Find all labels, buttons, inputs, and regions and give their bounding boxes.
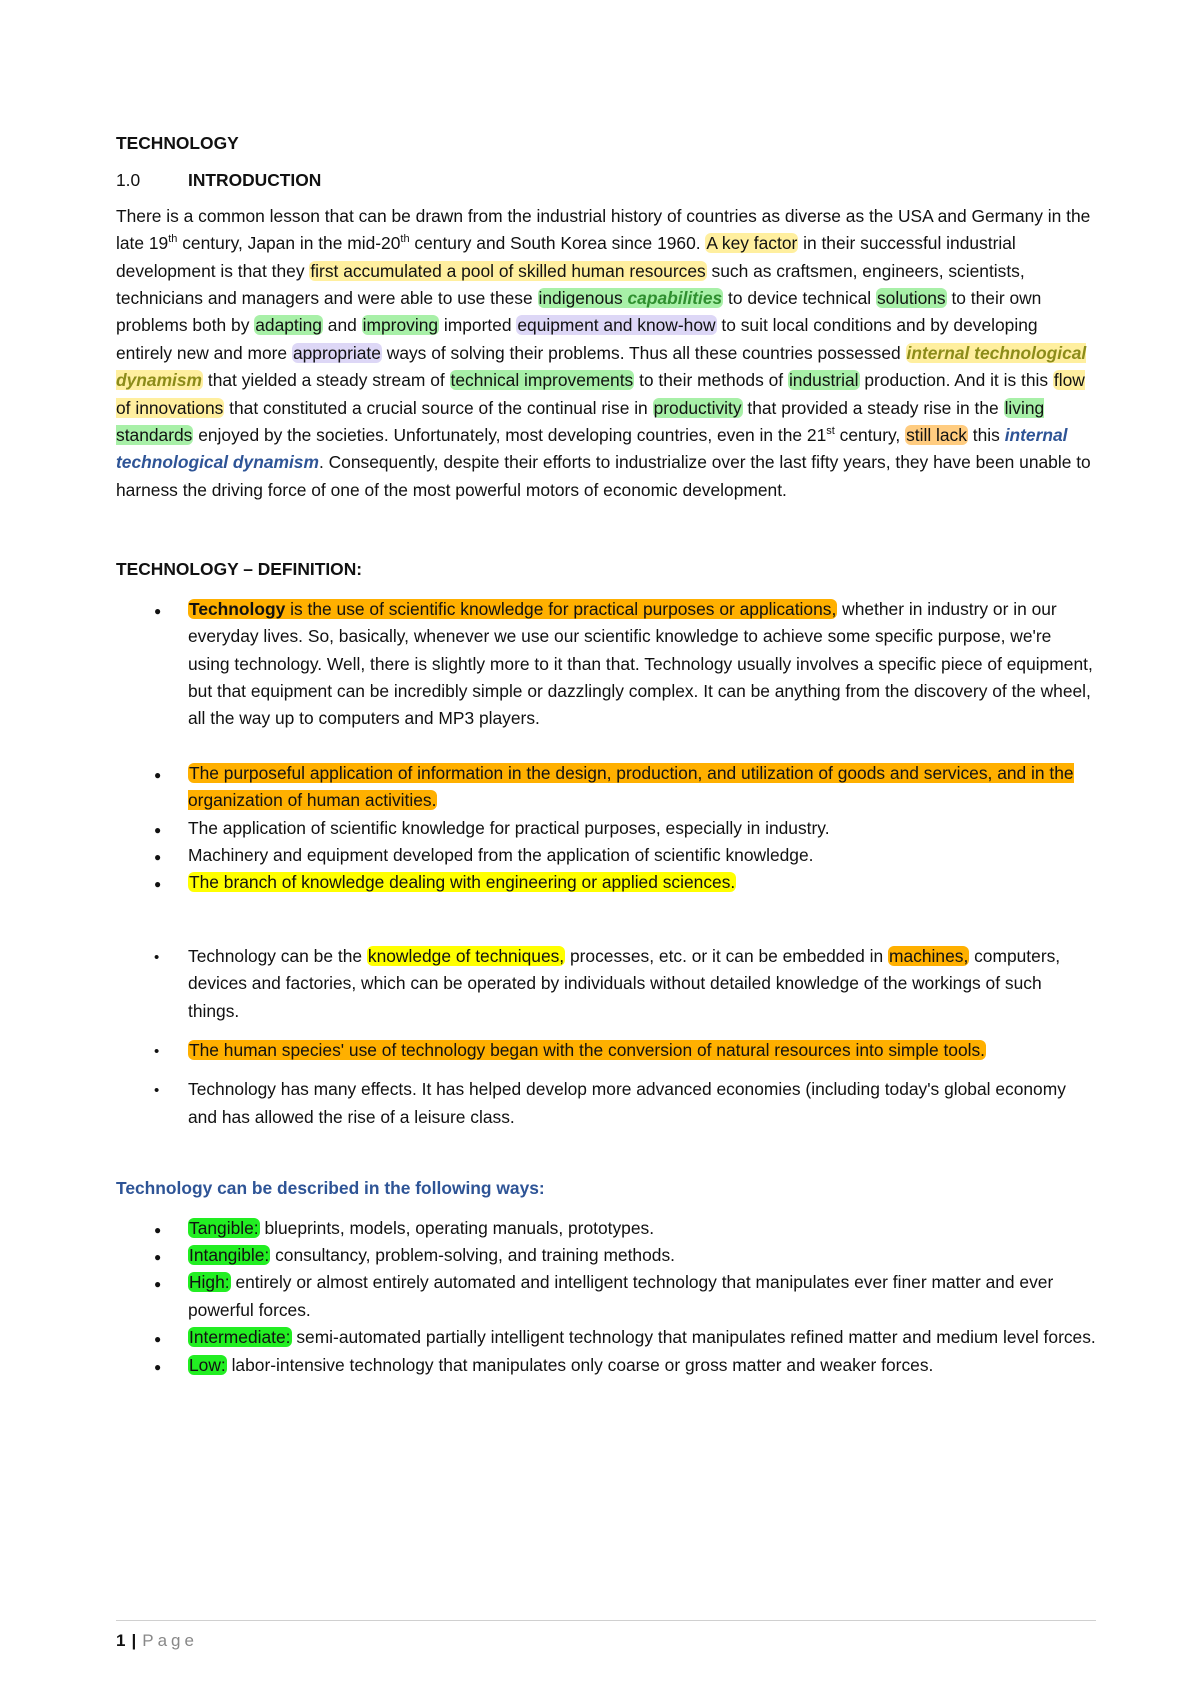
list-item [116,842,1096,869]
bullet-icon [154,1242,161,1271]
highlight: still lack [906,425,967,446]
intro-text: and [322,315,362,336]
emphasis-text: capabilities [627,288,723,309]
highlight [188,599,837,619]
list-text: blueprints, models, operating manuals, prototypes. [259,1217,655,1238]
section-number: 1.0 [116,170,141,191]
superscript: st [826,425,835,438]
intro-text: this [967,425,1005,446]
emphasis-text: internal technological dynamism [116,425,1068,473]
list-text: Technology has many effects. It has helped develop more advanced economies (including today's global economy and has allowed the rise of a leisure class. [188,1079,1066,1127]
intro-text: to their own problems both by [116,288,1042,336]
term-highlight: High: [189,1272,230,1293]
list-item [116,1324,1096,1351]
list-item [116,869,1096,896]
list-item [116,815,1096,842]
highlight: The human species' use of technology began with the conversion of natural resources into simple tools. [189,1039,986,1060]
intro-text: that provided a steady rise in the [742,397,1004,418]
list-item [116,1352,1096,1379]
list-text: consultancy, problem-solving, and training methods. [270,1245,675,1265]
superscript: th [400,233,410,246]
list-text: whether in industry or in our everyday lives. So, basically, whenever we use our scientific knowledge to achieve some specific purpose, we're using technology. Well, there is slightly more to it than that. Technology usually involves a specific piece of equipment, but that equipment can be incredibly simple or dazzlingly complex. It can be anything from the discovery of the wheel, all the way up to computers and MP3 players. [188,598,1093,729]
intro-heading [116,167,1096,194]
list-text: entirely or almost entirely automated and intelligent technology that manipulates ever finer matter and ever powerful forces. [188,1272,1054,1320]
intro-text: ways of solving their problems. Thus all these countries possessed [381,342,906,363]
bullet-icon [154,943,159,971]
highlight: appropriate [292,342,381,363]
intro-text: that constituted a crucial source of the continual rise in [224,397,653,418]
intro-text: to suit local conditions and by developing entirely new and more [116,315,1038,363]
list-text: Machinery and equipment developed from the application of scientific knowledge. [188,844,814,865]
page-footer [116,1620,1096,1651]
bullet-icon [154,760,161,789]
intro-text: production. And it is this [859,370,1053,391]
highlight: productivity [653,397,742,418]
ways-heading: Technology can be described in the following ways: [116,1178,545,1199]
intro-text: to device technical [723,288,876,309]
bold-term: Technology [189,598,286,619]
term-highlight: Tangible: [189,1217,259,1238]
highlight: adapting [255,315,322,336]
bullet-icon [154,596,161,625]
highlight: The branch of knowledge dealing with engineering or applied sciences. [189,872,736,893]
highlight: The purposeful application of information in the design, production, and utilization of goods and services, and in the organization of human activities. [188,762,1074,811]
list-item [116,596,1096,733]
page-number: 1 [116,1631,126,1650]
definition-list [116,596,1096,1132]
list-item [116,1076,1096,1131]
list-text: computers, devices and factories, which can be operated by individuals without detailed knowledge of the workings of such things. [188,945,1061,1021]
intro-text: century, [834,425,906,446]
highlight: solutions [876,288,946,309]
intro-text: that yielded a steady stream of [203,370,450,391]
bullet-icon [154,1037,159,1065]
list-text: semi-automated partially intelligent technology that manipulates refined matter and medium level forces. [291,1327,1096,1348]
intro-text: century and South Korea since 1960. [409,233,706,254]
bullet-icon [154,1269,161,1298]
list-item [116,1269,1096,1324]
highlight: flow of innovations [116,370,1085,418]
highlight: first accumulated a pool of skilled human resources [310,260,706,281]
bullet-icon [154,842,161,871]
intro-text: enjoyed by the societies. Unfortunately, most developing countries, even in the 21 [193,425,827,446]
highlight-text: is the use of scientific knowledge for practical purposes or applications, [285,598,837,619]
bullet-icon [154,815,161,844]
highlight: improving [362,315,439,336]
list-item [116,943,1096,1025]
highlight: A key factor [706,233,798,254]
highlight: equipment and know-how [517,315,716,336]
superscript: th [168,233,178,246]
term-highlight: Intermediate: [189,1327,291,1348]
intro-text: in their successful industrial development is that they [116,233,1016,281]
section-title: INTRODUCTION [188,170,322,191]
list-item [116,760,1096,815]
intro-text: imported [439,315,517,336]
footer-separator: | [131,1631,137,1650]
document-title: TECHNOLOGY [116,133,239,153]
ways-list [116,1215,1096,1379]
bullet-icon [154,1352,161,1381]
intro-text: . Consequently, despite their efforts to industrialize over the last fifty years, they have been unable to harness the driving force of one of the most powerful motors of economic development. [116,452,1091,500]
definition-heading: TECHNOLOGY – DEFINITION: [116,559,363,580]
highlight: machines, [889,945,969,966]
list-text: labor-intensive technology that manipulates only coarse or gross matter and weaker forces. [226,1354,934,1375]
intro-text: There is a common lesson that can be drawn from the industrial history of countries as diverse as the USA and Germany in the late 19 [116,205,1091,254]
list-text: The application of scientific knowledge for practical purposes, especially in industry. [188,817,830,838]
intro-text: to their methods of [634,370,788,391]
term-highlight: Low: [189,1354,226,1375]
highlight: internal technological dynamism [116,342,1087,391]
list-item [116,1215,1096,1242]
highlight: technical improvements [450,370,634,391]
intro-text: century, Japan in the mid-20 [177,233,401,254]
highlight: industrial [788,370,859,391]
bullet-icon [154,1324,161,1353]
highlight: knowledge of techniques, [367,945,565,966]
term-highlight: Intangible: [189,1245,270,1265]
bullet-icon [154,1076,159,1104]
highlight: living standards [116,397,1045,446]
page-content [116,130,1096,1379]
bullet-icon [154,869,161,898]
list-text: processes, etc. or it can be embedded in [565,945,889,966]
list-item [116,1242,1096,1269]
intro-text: such as craftsmen, engineers, scientists, technicians and managers and were able to use these [116,260,1025,309]
highlight-text: indigenous [538,288,628,309]
highlight [538,288,724,308]
bullet-icon [154,1215,161,1244]
intro-paragraph [116,203,1096,504]
page-label: Page [142,1631,198,1650]
list-item [116,1037,1096,1064]
list-text: Technology can be the [188,945,367,966]
